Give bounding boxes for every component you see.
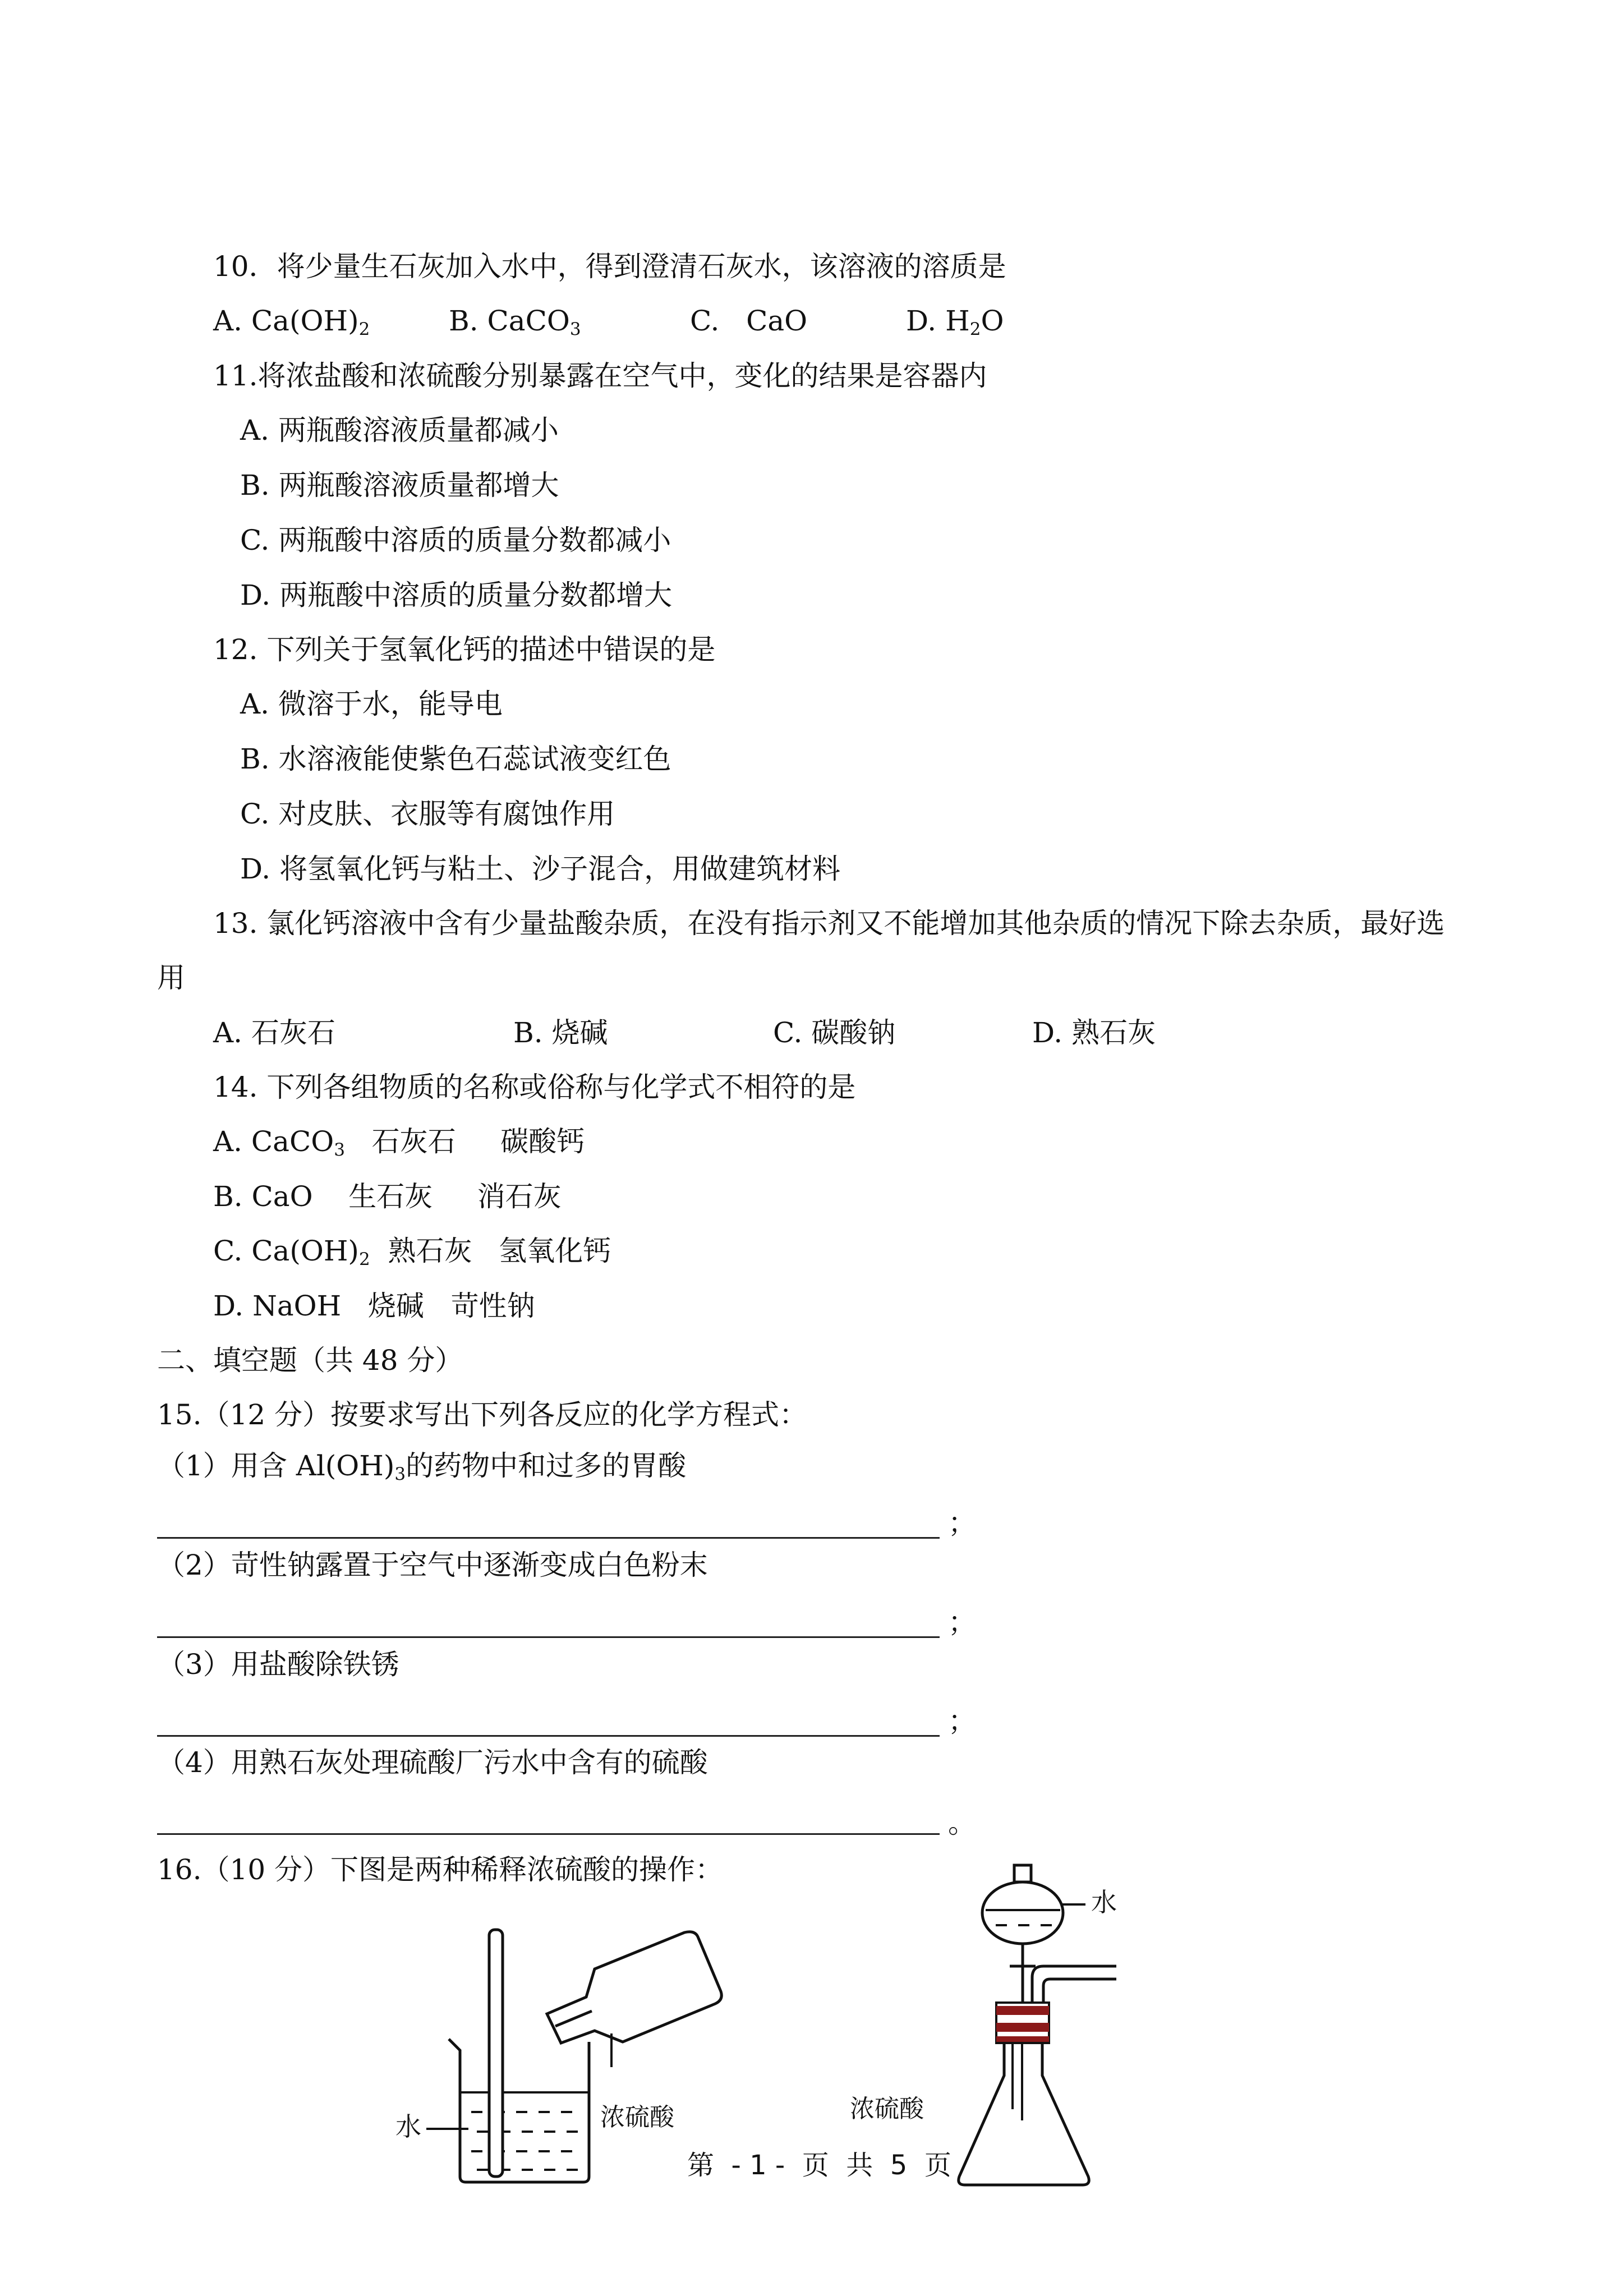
answer-line-1[interactable] bbox=[157, 1537, 940, 1539]
q15-part-4: （4）用熟石灰处理硫酸厂污水中含有的硫酸 bbox=[157, 1746, 708, 1779]
q15-end-3: ； bbox=[948, 1705, 976, 1737]
q11-option-d: D. 两瓶酸中溶质的质量分数都增大 bbox=[240, 579, 673, 611]
page-footer: 第 - 1 - 页 共 5 页 bbox=[687, 2150, 951, 2181]
q11-option-a: A. 两瓶酸溶液质量都减小 bbox=[240, 414, 559, 447]
left-acid-label: 浓硫酸 bbox=[600, 2103, 674, 2132]
q13-stem: 13. 氯化钙溶液中含有少量盐酸杂质，在没有指示剂又不能增加其他杂质的情况下除去杂质，最好选 bbox=[213, 907, 1445, 940]
q13-option-a: A. 石灰石 bbox=[213, 1016, 335, 1049]
q14-option-a: A. CaCO$_3$ 石灰石 碳酸钙 bbox=[213, 1125, 585, 1160]
q15-part-2: （2）苛性钠露置于空气中逐渐变成白色粉末 bbox=[157, 1549, 708, 1581]
glass-rod bbox=[489, 1930, 503, 2177]
answer-line-4[interactable] bbox=[157, 1833, 940, 1835]
q16-stem: 16.（10 分）下图是两种稀释浓硫酸的操作： bbox=[157, 1853, 724, 1886]
q12-option-a: A. 微溶于水，能导电 bbox=[240, 688, 503, 720]
right-water-label: 水 bbox=[1091, 1887, 1117, 1917]
right-acid-label: 浓硫酸 bbox=[850, 2095, 924, 2123]
q10-option-a: A. $Ca(OH)_2$ bbox=[213, 305, 370, 339]
q15-stem: 15.（12 分）按要求写出下列各反应的化学方程式： bbox=[157, 1398, 808, 1431]
q11-option-c: C. 两瓶酸中溶质的质量分数都减小 bbox=[240, 524, 671, 556]
q14-option-b: B. CaO 生石灰 消石灰 bbox=[213, 1180, 562, 1213]
left-water-label: 水 bbox=[395, 2111, 421, 2142]
q10-option-c: C. CaO bbox=[690, 305, 808, 337]
q10-option-d: D. $H_2O$ bbox=[906, 305, 1004, 339]
q11-stem: 11.将浓盐酸和浓硫酸分别暴露在空气中，变化的结果是容器内 bbox=[213, 360, 987, 392]
answer-line-2[interactable] bbox=[157, 1636, 940, 1638]
q10-option-b: B. CaCO$_3$ bbox=[449, 305, 581, 339]
q10-stem: 10．将少量生石灰加入水中，得到澄清石灰水，该溶液的溶质是 bbox=[213, 250, 1006, 283]
funnel-liquid bbox=[986, 1910, 1060, 1925]
q15-part-3: （3）用盐酸除铁锈 bbox=[157, 1648, 399, 1681]
q12-option-b: B. 水溶液能使紫色石蕊试液变红色 bbox=[240, 743, 671, 775]
q13-option-b: B. 烧碱 bbox=[513, 1016, 608, 1049]
q13-option-c: C. 碳酸钠 bbox=[773, 1016, 896, 1049]
q12-option-d: D. 将氢氧化钙与粘土、沙子混合，用做建筑材料 bbox=[240, 853, 841, 885]
conical-flask bbox=[959, 2042, 1089, 2185]
q15-end-2: ； bbox=[948, 1606, 976, 1639]
q11-option-b: B. 两瓶酸溶液质量都增大 bbox=[240, 469, 559, 501]
q15-end-4: 。 bbox=[948, 1807, 976, 1839]
beaker bbox=[449, 2039, 589, 2182]
q13-option-d: D. 熟石灰 bbox=[1032, 1016, 1156, 1049]
side-tube bbox=[1032, 1966, 1116, 2028]
separatory-funnel bbox=[982, 1865, 1063, 2005]
q14-option-c: C. $Ca(OH)_2$ 熟石灰 氢氧化钙 bbox=[213, 1235, 611, 1269]
q14-option-d: D. NaOH 烧碱 苛性钠 bbox=[213, 1290, 535, 1322]
section-heading: 二、填空题（共 48 分） bbox=[157, 1344, 463, 1377]
q12-option-c: C. 对皮肤、衣服等有腐蚀作用 bbox=[240, 798, 615, 830]
q14-stem: 14. 下列各组物质的名称或俗称与化学式不相符的是 bbox=[213, 1071, 856, 1103]
q12-stem: 12. 下列关于氢氧化钙的描述中错误的是 bbox=[213, 633, 716, 666]
answer-line-3[interactable] bbox=[157, 1735, 940, 1737]
flask-stopper bbox=[996, 2003, 1049, 2043]
q13-stem-cont: 用 bbox=[157, 961, 185, 994]
reagent-bottle bbox=[547, 1932, 721, 2043]
beaker-liquid bbox=[471, 2112, 578, 2170]
q15-part-1: （1）用含 $Al(OH)_3$的药物中和过多的胃酸 bbox=[157, 1450, 687, 1484]
q15-end-1: ； bbox=[948, 1507, 976, 1539]
